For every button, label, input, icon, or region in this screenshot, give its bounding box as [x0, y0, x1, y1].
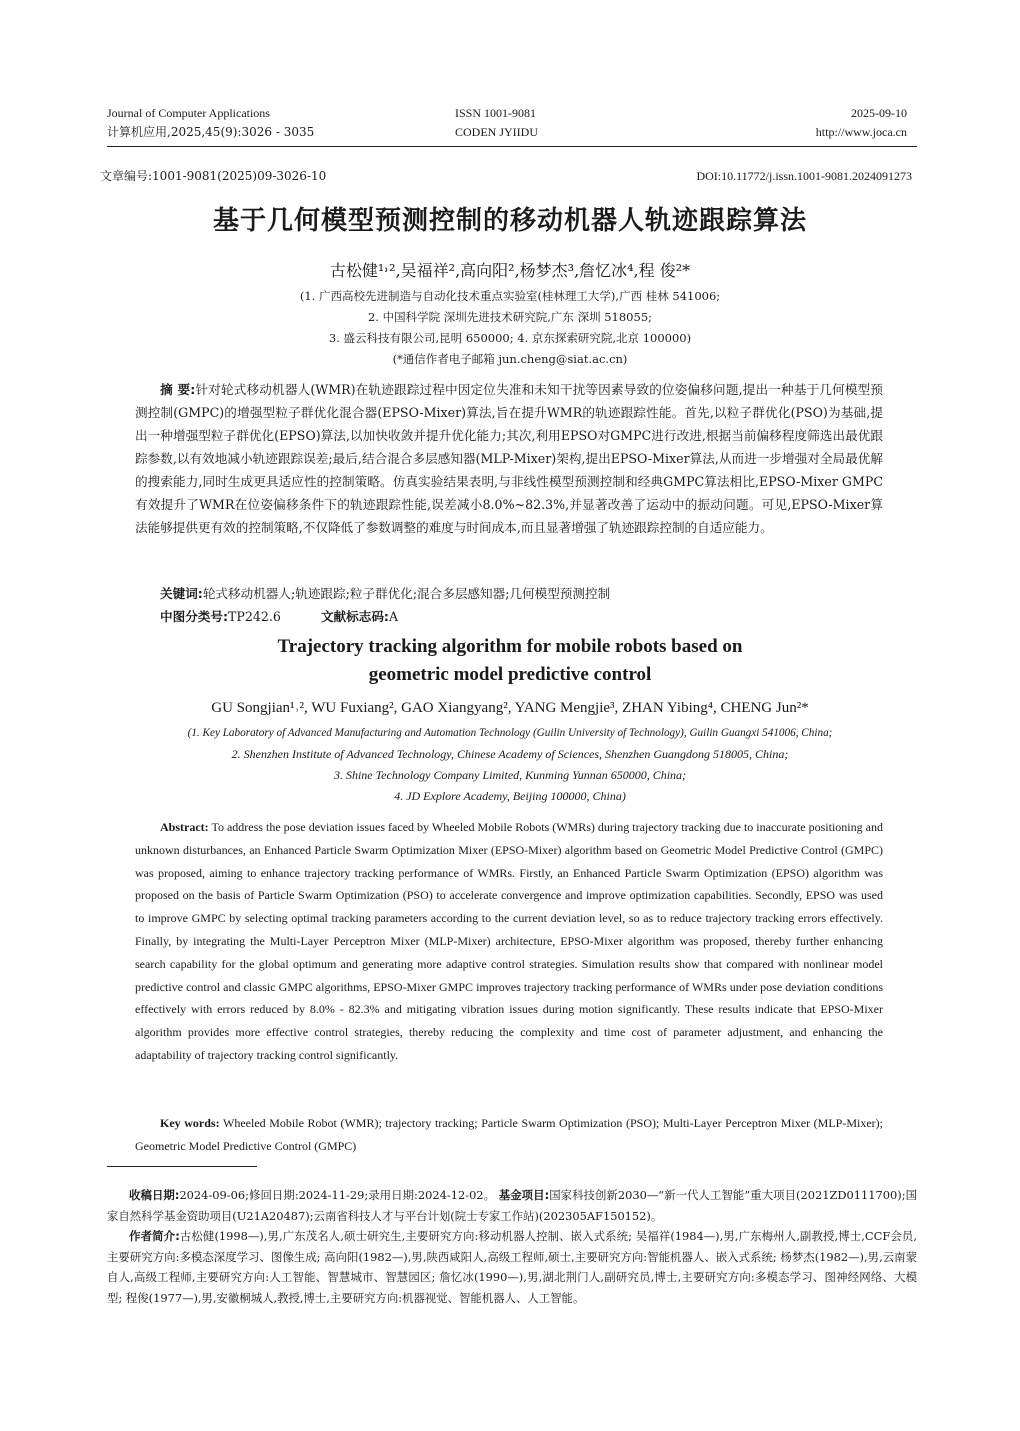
- fund-label: 基金项目:: [498, 1188, 550, 1202]
- footnote-rule: [107, 1166, 257, 1167]
- affiliation-cn: 2. 中国科学院 深圳先进技术研究院,广东 深圳 518055;: [367, 310, 653, 324]
- doc-code-label: 文献标志码:: [320, 609, 389, 624]
- received-dates: 2024-09-06;修回日期:2024-11-29;录用日期:2024-12-02。: [179, 1188, 496, 1202]
- author-bio-label: 作者简介:: [129, 1229, 180, 1243]
- affiliation-cn: (1. 广西高校先进制造与自动化技术重点实验室(桂林理工大学),广西 桂林 541006;: [299, 289, 721, 303]
- authors-cn: 古松健¹˒²,吴福祥²,高向阳²,杨梦杰³,詹忆冰⁴,程 俊²*: [329, 261, 691, 280]
- keywords-cn: [135, 582, 883, 605]
- footnote-dates-fund: [107, 1185, 917, 1226]
- received-date-label: 收稿日期:: [129, 1188, 180, 1202]
- coden: CODEN JYIIDU: [455, 125, 538, 139]
- keywords-en-text: Wheeled Mobile Robot (WMR); trajectory tracking; Particle Swarm Optimization (PSO); Multi-Layer Perceptron Mixer (MLP-Mixer); Geometric Model Predictive Control (GMPC): [135, 1116, 883, 1153]
- corresponding-email: (*通信作者电子邮箱 jun.cheng@siat.ac.cn): [392, 352, 628, 366]
- abstract-cn-label: 摘 要:: [160, 382, 196, 397]
- journal-url[interactable]: http://www.joca.cn: [815, 125, 907, 139]
- classification: [135, 605, 883, 628]
- header-rule: [107, 146, 917, 147]
- affiliation-en: (1. Key Laboratory of Advanced Manufacturing and Automation Technology (Guilin University of Technology), Guilin Guangxi 541006, China;: [187, 727, 833, 739]
- clc-code: TP242.6: [228, 609, 281, 624]
- keywords-en-label: Key words:: [160, 1116, 220, 1130]
- authors-en: GU Songjian¹˒², WU Fuxiang², GAO Xiangyang², YANG Mengjie³, ZHAN Yibing⁴, CHENG Jun²*: [211, 700, 809, 716]
- title-en-line2: geometric model predictive control: [368, 664, 652, 685]
- affiliation-cn: 3. 盛云科技有限公司,昆明 650000; 4. 京东探索研究院,北京 100000): [328, 331, 692, 345]
- affiliation-en: 2. Shenzhen Institute of Advanced Technology, Chinese Academy of Sciences, Shenzhen Guangdong 518005, China;: [231, 747, 789, 761]
- issn: ISSN 1001-9081: [455, 106, 537, 120]
- doi[interactable]: DOI:10.11772/j.issn.1001-9081.2024091273: [696, 169, 912, 183]
- footnote-bio: [107, 1226, 917, 1308]
- title-cn: 基于几何模型预测控制的移动机器人轨迹跟踪算法: [212, 206, 807, 236]
- publication-date: 2025-09-10: [851, 106, 907, 120]
- fund-text: 国家科技创新2030—“新一代人工智能”重大项目(2021ZD0111700);国家自然科学基金资助项目(U21A20487);云南省科技人才与平台计划(院士专家工作站)(202305AF150152)。: [107, 1188, 917, 1223]
- abstract-en: [135, 816, 883, 1067]
- journal-name-en: Journal of Computer Applications: [107, 106, 270, 120]
- author-bio-text: 古松健(1998—),男,广东茂名人,硕士研究生,主要研究方向:移动机器人控制、嵌入式系统; 吴福祥(1984—),男,广东梅州人,副教授,博士,CCF会员,主要研究方向:多模态深度学习、图像生成; 高向阳(1982—),男,陕西咸阳人,高级工程师,硕士,主要研究方向:智能机器人、嵌入式系统; 杨梦杰(1982—),男,云南蒙自人,高级工程师,主要研究方向:人工智能、智慧城市、智慧园区; 詹忆冰(1990—),男,湖北荆门人,副研究员,博士,主要研究方向:多模态学习、图神经网络、大模型; 程俊(1977—),男,安徽桐城人,教授,博士,主要研究方向:机器视觉、智能机器人、人工智能。: [107, 1229, 918, 1305]
- abstract-en-text: To address the pose deviation issues faced by Wheeled Mobile Robots (WMRs) during trajectory tracking due to inaccurate positioning and unknown disturbances, an Enhanced Particle Swarm Optimization Mixer (EPSO-Mixer) algorithm based on Geometric Model Predictive Control (GMPC) was proposed, aiming to enhance trajectory tracking performance of WMRs. Firstly, an Enhanced Particle Swarm Optimization (EPSO) algorithm was proposed on the basis of Particle Swarm Optimization (PSO) to accelerate convergence and improve optimization capabilities. Secondly, EPSO was used to improve GMPC by selecting optimal tracking parameters according to the current deviation level, so as to reduce trajectory tracking errors effectively. Finally, by integrating the Multi-Layer Perceptron Mixer (MLP-Mixer) architecture, EPSO-Mixer algorithm was proposed, thereby further enhancing search capability for the global optimum and generating more adaptive control strategies. Simulation results show that compared with nonlinear model predictive control and classic GMPC algorithms, EPSO-Mixer GMPC improves trajectory tracking performance of WMRs under pose deviation conditions effectively with errors reduced by 8.0% - 82.3% and mitigating vibration issues during motion significantly. These results indicate that EPSO-Mixer algorithm provides more effective control strategies, thereby reducing the complexity and time cost of parameter adjustment, and enhancing the adaptability of trajectory tracking control significantly.: [135, 820, 883, 1062]
- abstract-en-label: Abstract:: [160, 820, 209, 834]
- article-number: 文章编号:1001-9081(2025)09-3026-10: [100, 169, 327, 183]
- title-en-line1: Trajectory tracking algorithm for mobile robots based on: [277, 636, 743, 657]
- keywords-cn-label: 关键词:: [160, 586, 203, 601]
- doc-code: A: [388, 609, 399, 624]
- keywords-cn-text: 轮式移动机器人;轨迹跟踪;粒子群优化;混合多层感知器;几何模型预测控制: [202, 586, 611, 601]
- affiliation-en: 3. Shine Technology Company Limited, Kunming Yunnan 650000, China;: [333, 768, 687, 782]
- journal-citation-cn: 计算机应用,2025,45(9):3026 - 3035: [107, 125, 315, 139]
- abstract-cn: [135, 378, 883, 539]
- abstract-cn-text: 针对轮式移动机器人(WMR)在轨迹跟踪过程中因定位失准和未知干扰等因素导致的位姿偏移问题,提出一种基于几何模型预测控制(GMPC)的增强型粒子群优化混合器(EPSO-Mixer)算法,旨在提升WMR的轨迹跟踪性能。首先,以粒子群优化(PSO)为基础,提出一种增强型粒子群优化(EPSO)算法,以加快收敛并提升优化能力;其次,利用EPSO对GMPC进行改进,根据当前偏移程度筛选出最优跟踪参数,以有效地减小轨迹跟踪误差;最后,结合混合多层感知器(MLP-Mixer)架构,提出EPSO-Mixer算法,从而进一步增强对全局最优解的搜索能力,同时生成更具适应性的控制策略。仿真实验结果表明,与非线性模型预测控制和经典GMPC算法相比,EPSO-Mixer GMPC有效提升了WMR在位姿偏移条件下的轨迹跟踪性能,误差减小8.0%~82.3%,并显著改善了运动中的振动问题。可见,EPSO-Mixer算法能够提供更有效的控制策略,不仅降低了参数调整的难度与时间成本,而且显著增强了轨迹跟踪控制的自适应能力。: [135, 382, 884, 535]
- affiliation-en: 4. JD Explore Academy, Beijing 100000, China): [394, 789, 626, 803]
- keywords-en: [135, 1112, 883, 1158]
- clc-label: 中图分类号:: [160, 609, 229, 624]
